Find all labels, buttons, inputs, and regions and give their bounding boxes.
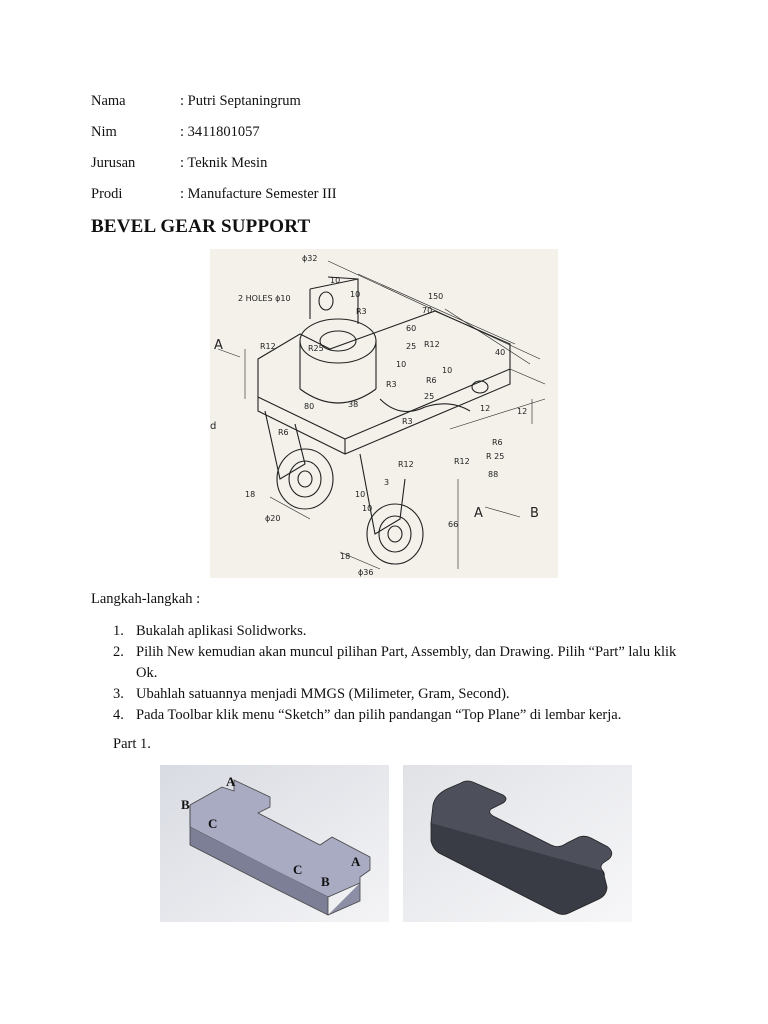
- dim-label: ϕ32: [302, 254, 318, 263]
- dim-label: 10: [330, 276, 341, 285]
- step-text: Bukalah aplikasi Solidworks.: [136, 623, 307, 639]
- step-text: Ubahlah satuannya menjadi MMGS (Milimeter, Gram, Second).: [136, 686, 510, 702]
- info-value: : Putri Septaningrum: [180, 93, 301, 109]
- point-label: C: [293, 862, 303, 877]
- dim-label: 10: [350, 290, 361, 299]
- edge-letter: d: [210, 421, 217, 432]
- point-label: C: [208, 816, 218, 831]
- dim-label: 60: [406, 324, 417, 333]
- dim-label: 10: [362, 504, 373, 513]
- info-label: Nim: [91, 124, 117, 140]
- dim-label: R3: [356, 307, 367, 316]
- dim-label: R12: [260, 342, 276, 351]
- info-label: Jurusan: [91, 155, 136, 171]
- dim-label: 3: [384, 478, 390, 487]
- page-title: BEVEL GEAR SUPPORT: [91, 216, 311, 237]
- dim-label: 88: [488, 470, 499, 479]
- left-leg: [265, 411, 305, 479]
- left-boss: [277, 449, 333, 509]
- dim-label: 25: [406, 342, 417, 351]
- dim-label: R 25: [486, 452, 505, 461]
- part-label: Part 1.: [113, 736, 151, 752]
- step-number: 4.: [113, 707, 124, 723]
- dim-label: ϕ20: [265, 514, 281, 523]
- right-hole: [472, 381, 488, 393]
- dim-label: 18: [245, 490, 256, 499]
- section-label: B: [530, 506, 539, 521]
- dim-label: R12: [454, 457, 470, 466]
- steps-intro: Langkah-langkah :: [91, 591, 201, 607]
- dim-label: 25: [424, 392, 435, 401]
- dim-label: 38: [348, 400, 359, 409]
- point-label: B: [321, 874, 330, 889]
- dim-label: 10: [396, 360, 407, 369]
- step-text: Pada Toolbar klik menu “Sketch” dan pilih pandangan “Top Plane” di lembar kerja.: [136, 707, 622, 723]
- dim-label: R6: [278, 428, 289, 437]
- point-label: A: [226, 774, 236, 789]
- info-value: : Manufacture Semester III: [180, 186, 337, 202]
- section-label: A: [474, 506, 483, 521]
- dim-label: R3: [402, 417, 413, 426]
- dim-label: 12: [517, 407, 528, 416]
- dim-label: R6: [492, 438, 503, 447]
- base-plate: [258, 311, 510, 439]
- dim-label: ϕ36: [358, 568, 374, 577]
- dim-label: R25: [308, 344, 324, 353]
- dim-label: 2 HOLES ϕ10: [238, 294, 291, 303]
- step-number: 2.: [113, 644, 124, 660]
- step-text: Pilih New kemudian akan muncul pilihan Part, Assembly, dan Drawing. Pilih “Part” lalu klik Ok.: [136, 644, 677, 681]
- point-label: A: [351, 854, 361, 869]
- info-label: Prodi: [91, 186, 123, 202]
- dim-label: R12: [398, 460, 414, 469]
- info-value: : 3411801057: [180, 124, 260, 140]
- technical-drawing: [210, 249, 558, 578]
- section-label: A: [214, 338, 223, 353]
- info-label: Nama: [91, 93, 126, 109]
- part-model-labeled: [160, 765, 389, 922]
- dim-label: 10: [442, 366, 453, 375]
- dim-label: 12: [480, 404, 491, 413]
- boss-top: [300, 319, 376, 363]
- point-label: B: [181, 797, 190, 812]
- dim-label: 70: [422, 306, 433, 315]
- dim-label: 40: [495, 348, 506, 357]
- dim-label: 66: [448, 520, 459, 529]
- dim-label: R3: [386, 380, 397, 389]
- dim-label: 150: [428, 292, 444, 301]
- dim-label: 18: [340, 552, 351, 561]
- dim-label: R12: [424, 340, 440, 349]
- dim-label: R6: [426, 376, 437, 385]
- dim-label: 10: [355, 490, 366, 499]
- part-model-rounded: [403, 765, 632, 922]
- step-number: 3.: [113, 686, 124, 702]
- info-value: : Teknik Mesin: [180, 155, 268, 171]
- dim-label: 80: [304, 402, 315, 411]
- step-number: 1.: [113, 623, 124, 639]
